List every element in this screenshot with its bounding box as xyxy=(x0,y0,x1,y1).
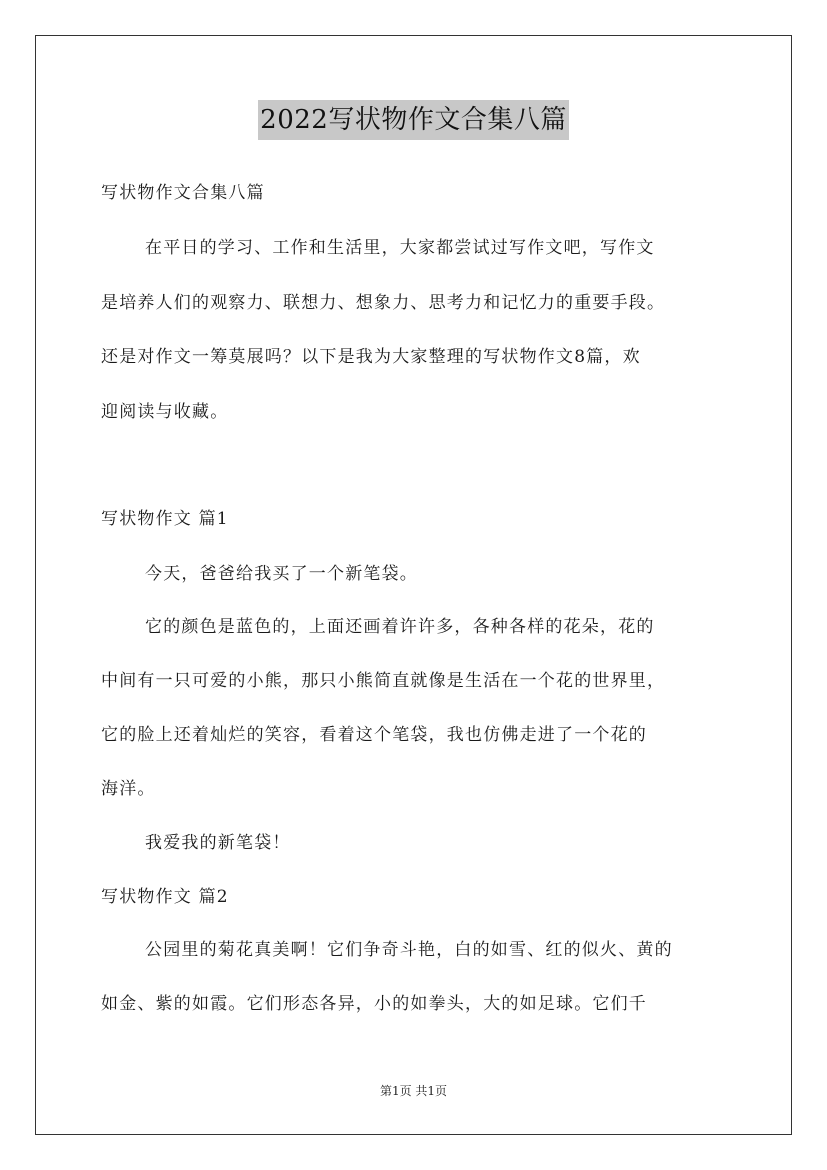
document-title: 2022写状物作文合集八篇 xyxy=(258,100,569,140)
intro-line: 在平日的学习、工作和生活里，大家都尝试过写作文吧，写作文 xyxy=(145,238,655,258)
intro-line: 是培养人们的观察力、联想力、想象力、思考力和记忆力的重要手段。 xyxy=(101,293,666,313)
page-footer: 第1页 共1页 xyxy=(379,1084,448,1098)
paragraph-line: 中间有一只可爱的小熊，那只小熊简直就像是生活在一个花的世界里， xyxy=(101,671,666,691)
intro-line: 迎阅读与收藏。 xyxy=(101,402,229,422)
paragraph-line: 如金、紫的如霞。它们形态各异，小的如拳头，大的如足球。它们千 xyxy=(101,994,647,1014)
paragraph-line: 它的脸上还着灿烂的笑容，看着这个笔袋，我也仿佛走进了一个花的 xyxy=(101,725,647,745)
paragraph-line: 我爱我的新笔袋！ xyxy=(145,833,291,853)
section-heading: 写状物作文 篇2 xyxy=(101,887,229,907)
paragraph-line: 公园里的菊花真美啊！它们争奇斗艳，白的如雪、红的似火、黄的 xyxy=(145,940,673,960)
section-heading: 写状物作文 篇1 xyxy=(101,509,229,529)
title-container xyxy=(0,100,827,140)
paragraph-line: 今天，爸爸给我买了一个新笔袋。 xyxy=(145,564,418,584)
paragraph-line: 它的颜色是蓝色的，上面还画着许许多，各种各样的花朵，花的 xyxy=(145,617,655,637)
document-subtitle: 写状物作文合集八篇 xyxy=(101,183,265,203)
paragraph-line: 海洋。 xyxy=(101,779,156,799)
intro-line: 还是对作文一筹莫展吗？以下是我为大家整理的写状物作文8篇，欢 xyxy=(101,347,641,367)
